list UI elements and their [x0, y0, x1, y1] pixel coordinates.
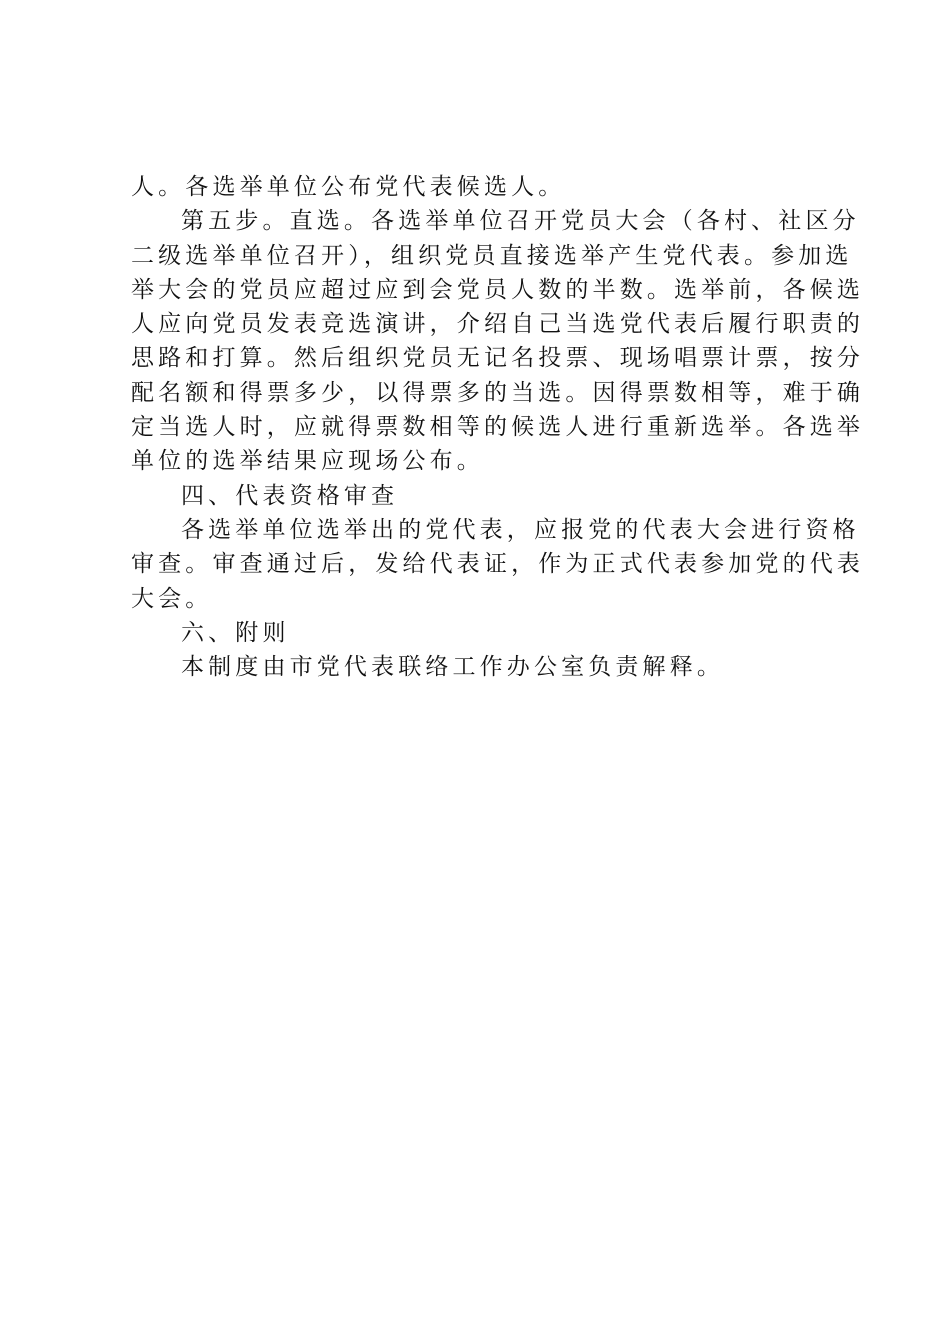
text-line: 第五步。直选。各选举单位召开党员大会（各村、社区分: [181, 208, 860, 235]
text-line: 各选举单位选举出的党代表，应报党的代表大会进行资格: [181, 516, 860, 543]
text-line: 单位的选举结果应现场公布。: [131, 448, 484, 475]
text-line: 配名额和得票多少，以得票多的当选。因得票数相等，难于确: [131, 379, 865, 406]
text-line: 人应向党员发表竞选演讲，介绍自己当选党代表后履行职责的: [131, 311, 865, 338]
paragraph-continuation: [131, 170, 831, 204]
text-line: 举大会的党员应超过应到会党员人数的半数。选举前，各候选: [131, 276, 865, 303]
text-line: 定当选人时，应就得票数相等的候选人进行重新选举。各选举: [131, 414, 865, 441]
text-line: 二级选举单位召开），组织党员直接选举产生党代表。参加选: [131, 242, 853, 269]
paragraph-qualification-review: [131, 513, 865, 616]
section-heading-qualification-review: 四、代表资格审查: [181, 482, 399, 509]
document-body: [131, 170, 865, 684]
text-line: 审查。审查通过后，发给代表证，作为正式代表参加党的代表: [131, 551, 865, 578]
paragraph-step-five: [131, 204, 865, 478]
text-line: 本制度由市党代表联络工作办公室负责解释。: [181, 654, 724, 681]
paragraph-interpretation: [131, 650, 831, 684]
text-line: 思路和打算。然后组织党员无记名投票、现场唱票计票，按分: [131, 345, 865, 372]
text-line: 大会。: [131, 585, 213, 612]
section-heading-supplementary: 六、附则: [181, 619, 290, 646]
text-line: 人。各选举单位公布党代表候选人。: [131, 174, 566, 200]
